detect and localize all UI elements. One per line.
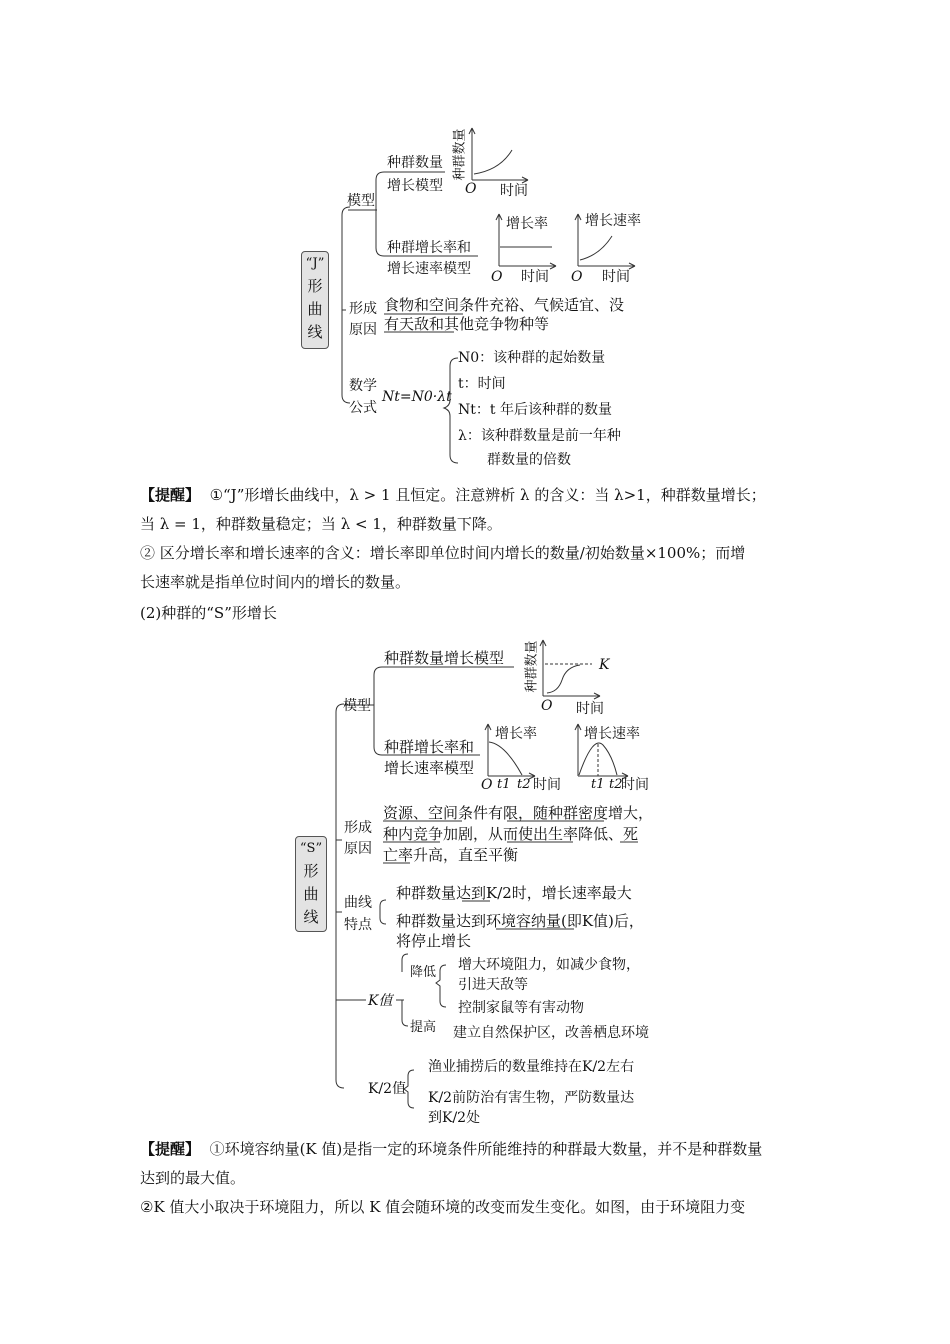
j-cause-text-2: 有天敌和其他竞争物种等 bbox=[384, 315, 550, 333]
s-cause-text-1: 资源、空间条件有限，随种群密度增大， bbox=[383, 804, 654, 822]
s-curve-text-3: 将停止增长 bbox=[396, 932, 472, 950]
s-raise-label: 提高 bbox=[410, 1020, 437, 1035]
s-box-line: 形 bbox=[303, 862, 319, 880]
j-pop-model-2: 增长模型 bbox=[387, 178, 443, 194]
s-lower-item: 控制家鼠等有害动物 bbox=[458, 1000, 584, 1016]
s-cause-text-2: 种内竞争加剧，从而使出生率降低、死 bbox=[383, 825, 639, 843]
s-speed-title: 增长速率 bbox=[584, 726, 640, 742]
j-pop-model-1: 种群数量 bbox=[387, 155, 443, 171]
j-formula-item: Nt：t 年后该种群的数量 bbox=[458, 402, 612, 418]
j-pop-axes bbox=[472, 128, 528, 180]
section2-title: (2)种群的“S”形增长 bbox=[140, 604, 277, 622]
j-box-line: 曲 bbox=[307, 300, 323, 318]
s-curve-text-2: 种群数量达到环境容纳量(即K值)后， bbox=[396, 912, 644, 930]
j-formula-item: t：时间 bbox=[458, 376, 506, 392]
j-model-label: 模型 bbox=[347, 193, 375, 209]
j-pop-time: 时间 bbox=[500, 183, 528, 199]
s-rate-time: 时间 bbox=[533, 777, 561, 793]
tip2-block bbox=[140, 1135, 810, 1222]
s-cause-label-1: 形成 bbox=[344, 820, 372, 836]
j-formula-label-1: 数学 bbox=[349, 378, 377, 394]
s-pop-model: 种群数量增长模型 bbox=[384, 649, 505, 667]
tip2-label: 【提醒】 bbox=[140, 1140, 201, 1158]
s-lower-label: 降低 bbox=[410, 965, 437, 980]
s-rate-model-2: 增长速率模型 bbox=[384, 759, 475, 777]
s-k2-item: K/2前防治有害生物，严防数量达 bbox=[428, 1090, 635, 1106]
s-lower-item: 增大环境阻力，如减少食物， bbox=[458, 957, 640, 973]
s-k-value-label: K值 bbox=[368, 993, 393, 1009]
j-brace-model bbox=[342, 207, 350, 262]
j-formula-brace bbox=[444, 358, 458, 463]
tip1-label: 【提醒】 bbox=[140, 486, 201, 504]
j-rate-origin: O bbox=[491, 269, 503, 285]
s-cause-text-3: 亡率升高，直至平衡 bbox=[383, 846, 519, 864]
tip2-text: ①环境容纳量(K 值)是指一定的环境条件所能维持的种群最大数量，并不是种群数量 bbox=[209, 1140, 763, 1158]
s-brace-k2 bbox=[336, 835, 344, 1088]
s-cause-label-2: 原因 bbox=[344, 841, 372, 857]
j-speed-curve bbox=[580, 236, 612, 260]
j-formula: Nt=N0·λt bbox=[382, 389, 452, 405]
s-k2-item: 渔业捕捞后的数量维持在K/2左右 bbox=[428, 1059, 635, 1075]
s-pop-origin: O bbox=[541, 698, 553, 714]
s-brace-model bbox=[336, 704, 344, 835]
s-rate-title: 增长率 bbox=[495, 726, 537, 742]
tip1-block bbox=[140, 481, 810, 597]
s-box-line: 线 bbox=[303, 908, 319, 926]
j-cause-label-2: 原因 bbox=[349, 322, 377, 338]
s-lower-item: 引进天敌等 bbox=[458, 977, 528, 993]
j-rate-title: 增长率 bbox=[506, 216, 548, 232]
j-speed-origin: O bbox=[571, 269, 583, 285]
j-pop-curve bbox=[474, 150, 512, 174]
tip1-line1 bbox=[140, 481, 810, 510]
s-speed-t2: t2 bbox=[609, 777, 623, 792]
s-k2-label: K/2值 bbox=[368, 1081, 407, 1097]
s-speed-t1: t1 bbox=[591, 777, 605, 792]
tip2-line3: ②K 值大小取决于环境阻力，所以 K 值会随环境的改变而发生变化。如图，由于环境阻力变 bbox=[140, 1198, 746, 1216]
j-formula-label-2: 公式 bbox=[349, 400, 377, 416]
s-curve-text-1: 种群数量达到K/2时，增长速率最大 bbox=[396, 884, 632, 902]
s-k2-item: 到K/2处 bbox=[428, 1110, 481, 1126]
s-rate-t2: t2 bbox=[517, 777, 531, 792]
tip1-line2: 当 λ = 1，种群数量稳定；当 λ < 1，种群数量下降。 bbox=[140, 515, 502, 533]
s-model-label: 模型 bbox=[343, 698, 371, 714]
j-cause-label-1: 形成 bbox=[349, 301, 377, 317]
s-rate-model-1: 种群增长率和 bbox=[384, 738, 475, 756]
j-curve-box bbox=[301, 251, 329, 349]
s-rate-curve bbox=[489, 742, 522, 775]
s-pop-curve bbox=[547, 665, 580, 693]
j-cause-text-1: 食物和空间条件充裕、气候适宜、没 bbox=[384, 296, 625, 314]
j-box-line: “J” bbox=[305, 256, 325, 271]
s-curve-box bbox=[295, 836, 327, 932]
j-formula-item: 群数量的倍数 bbox=[487, 452, 571, 468]
tip2-line2: 达到的最大值。 bbox=[140, 1169, 246, 1187]
s-pop-time: 时间 bbox=[576, 701, 604, 717]
s-box-line: “S” bbox=[299, 841, 323, 856]
tip1-line3: ② 区分增长率和增长速率的含义：增长率即单位时间内增长的数量/初始数量×100%；而增 bbox=[140, 544, 746, 562]
s-pop-axis-label: 种群数量 bbox=[524, 640, 540, 693]
s-curve-label-1: 曲线 bbox=[344, 895, 372, 911]
s-raise-item: 建立自然保护区，改善栖息环境 bbox=[453, 1025, 649, 1041]
j-speed-title: 增长速率 bbox=[585, 213, 641, 229]
tip1-text: ①“J”形增长曲线中，λ > 1 且恒定。注意辨析 λ 的含义：当 λ>1，种群数量增长； bbox=[209, 486, 766, 504]
s-k-label: K bbox=[599, 657, 610, 673]
j-rate-time: 时间 bbox=[521, 269, 549, 285]
tip1-line4: 长速率就是指单位时间内的增长的数量。 bbox=[140, 573, 411, 591]
s-curve-label-2: 特点 bbox=[344, 917, 372, 933]
j-rate-model-2: 增长速率模型 bbox=[387, 261, 471, 277]
j-speed-time: 时间 bbox=[602, 269, 630, 285]
j-pop-axis-label: 种群数量 bbox=[452, 128, 468, 181]
j-formula-item: N0：该种群的起始数量 bbox=[458, 350, 606, 366]
s-speed-time: 时间 bbox=[621, 777, 649, 793]
j-box-line: 形 bbox=[307, 277, 323, 295]
s-rate-t1: t1 bbox=[497, 777, 511, 792]
tip2-line1 bbox=[140, 1135, 810, 1164]
j-box-line: 线 bbox=[307, 323, 323, 341]
s-rate-origin: O bbox=[481, 777, 493, 793]
j-formula-item: λ：该种群数量是前一年种 bbox=[458, 428, 621, 444]
j-pop-origin: O bbox=[465, 181, 477, 197]
j-rate-model-1: 种群增长率和 bbox=[387, 240, 471, 256]
s-box-line: 曲 bbox=[303, 885, 319, 903]
